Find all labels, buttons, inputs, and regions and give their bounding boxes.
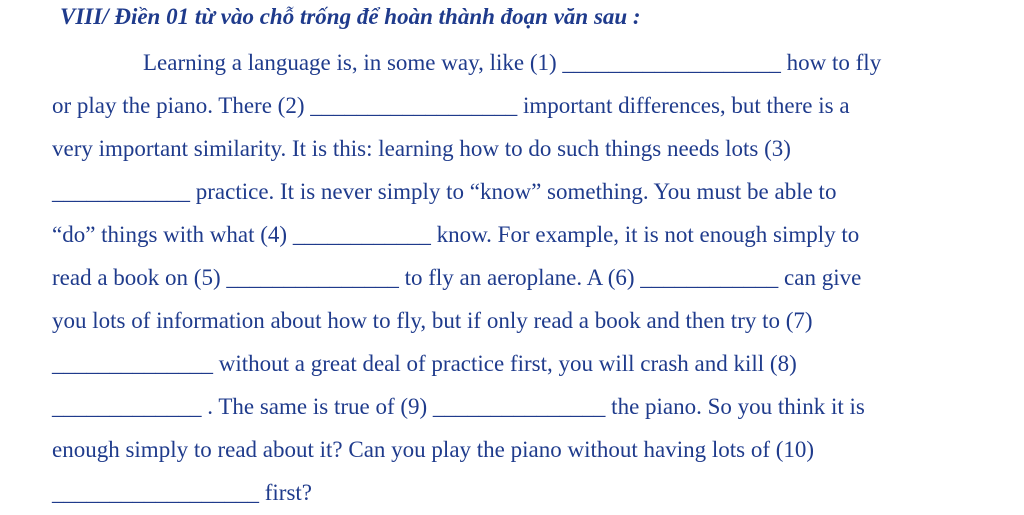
passage-line: _____________ . The same is true of (9) _______________ the piano. So you think it is (52, 394, 865, 419)
passage-line: ______________ without a great deal of practice first, you will crash and kill (8) (52, 351, 797, 376)
passage-line: “do” things with what (4) ____________ know. For example, it is not enough simply to (52, 222, 860, 247)
passage-line: very important similarity. It is this: learning how to do such things needs lots (3) (52, 136, 791, 161)
exercise-heading: VIII/ Điền 01 từ vào chỗ trống để hoàn thành đoạn văn sau : (60, 4, 641, 29)
passage-line: enough simply to read about it? Can you play the piano without having lots of (10) (52, 437, 815, 462)
passage-line: or play the piano. There (2) __________________ important differences, but there is a (52, 93, 850, 118)
passage-line: you lots of information about how to fly, but if only read a book and then try to (7) (52, 308, 813, 333)
passage-line: ____________ practice. It is never simply to “know” something. You must be able to (52, 179, 837, 204)
passage-line: Learning a language is, in some way, like (1) ___________________ how to fly (143, 50, 882, 75)
passage-line: __________________ first? (52, 480, 313, 505)
passage-line: read a book on (5) _______________ to fly an aeroplane. A (6) ____________ can give (52, 265, 862, 290)
